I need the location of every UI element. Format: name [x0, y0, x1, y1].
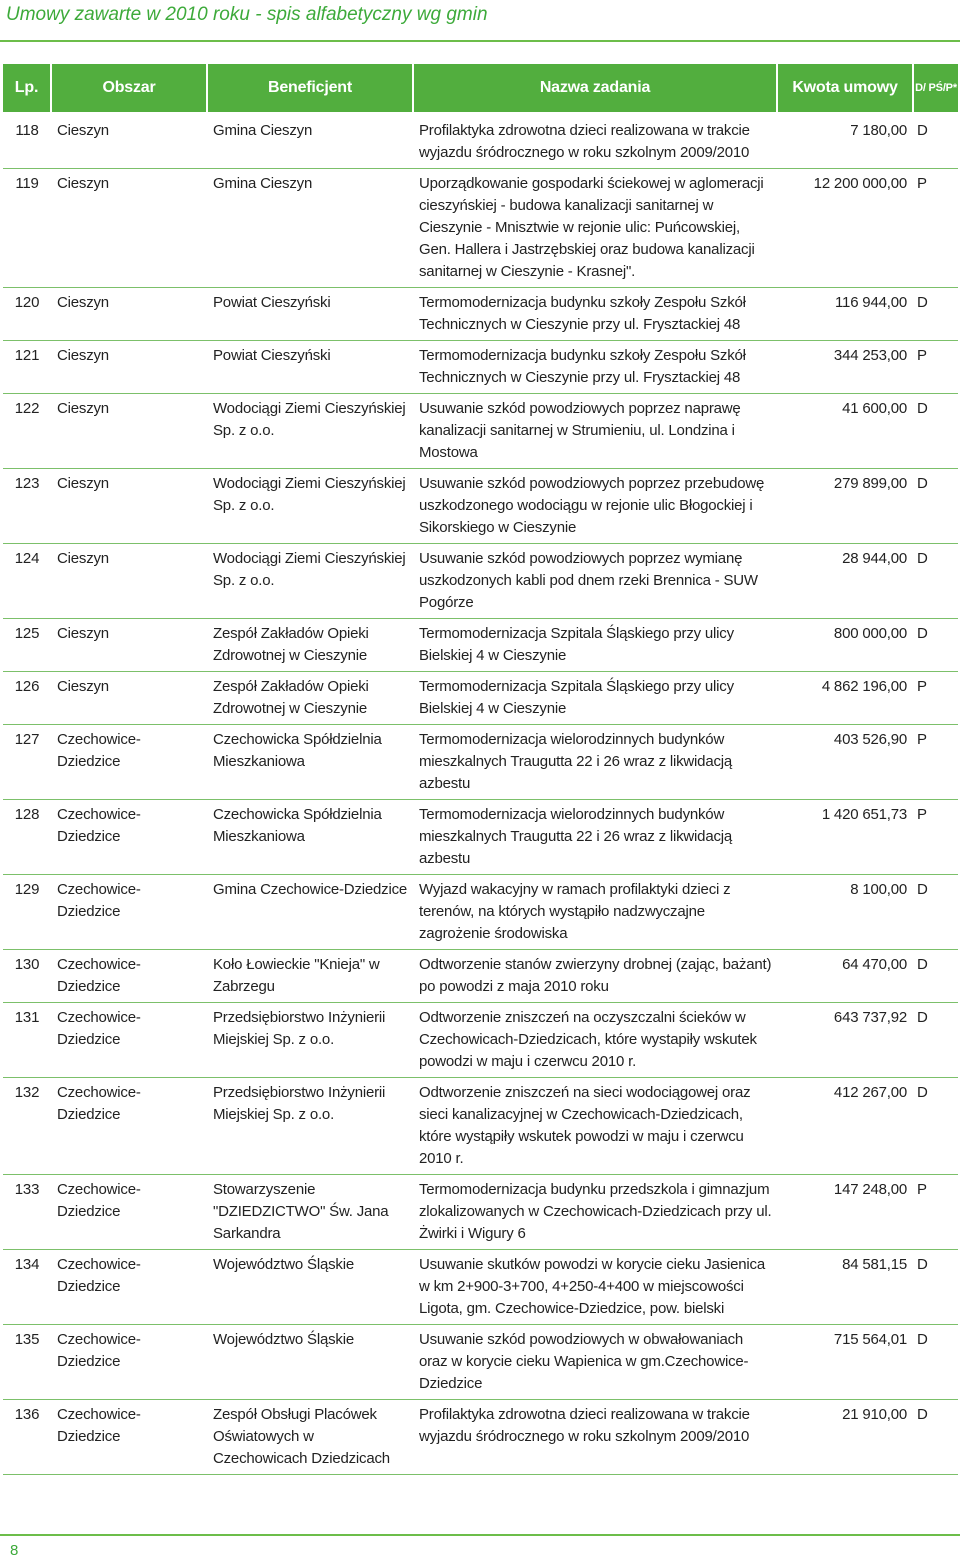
- table-row: [3, 1400, 958, 1475]
- cell-type: D: [913, 619, 958, 672]
- cell-type: P: [913, 672, 958, 725]
- header-beneficjent: Beneficjent: [207, 64, 413, 112]
- cell-type: D: [913, 469, 958, 544]
- cell-type: D: [913, 1250, 958, 1325]
- table-row: [3, 875, 958, 950]
- cell-kwota-umowy: 800 000,00: [777, 619, 913, 672]
- header-type: D/ PŚ/P*: [913, 64, 958, 112]
- cell-lp: 130: [3, 950, 51, 1003]
- cell-kwota-umowy: 279 899,00: [777, 469, 913, 544]
- cell-nazwa-zadania: Termomodernizacja Szpitala Śląskiego przy ulicy Bielskiej 4 w Cieszynie: [413, 619, 777, 672]
- cell-obszar: Czechowice-Dziedzice: [51, 1175, 207, 1250]
- cell-lp: 129: [3, 875, 51, 950]
- cell-kwota-umowy: 147 248,00: [777, 1175, 913, 1250]
- cell-lp: 133: [3, 1175, 51, 1250]
- table-row: [3, 341, 958, 394]
- cell-lp: 136: [3, 1400, 51, 1475]
- cell-lp: 120: [3, 288, 51, 341]
- cell-beneficjent: Gmina Cieszyn: [207, 112, 413, 169]
- cell-obszar: Cieszyn: [51, 672, 207, 725]
- table-row: [3, 800, 958, 875]
- header-lp: Lp.: [3, 64, 51, 112]
- cell-obszar: Cieszyn: [51, 544, 207, 619]
- table-row: [3, 1325, 958, 1400]
- table-row: [3, 544, 958, 619]
- cell-beneficjent: Gmina Cieszyn: [207, 169, 413, 288]
- cell-type: D: [913, 875, 958, 950]
- table-row: [3, 725, 958, 800]
- cell-type: P: [913, 1175, 958, 1250]
- cell-nazwa-zadania: Odtworzenie stanów zwierzyny drobnej (zając, bażant) po powodzi z maja 2010 roku: [413, 950, 777, 1003]
- header-kwota-umowy: Kwota umowy: [777, 64, 913, 112]
- cell-lp: 125: [3, 619, 51, 672]
- cell-type: D: [913, 950, 958, 1003]
- cell-kwota-umowy: 4 862 196,00: [777, 672, 913, 725]
- cell-kwota-umowy: 7 180,00: [777, 112, 913, 169]
- table-row: [3, 672, 958, 725]
- cell-kwota-umowy: 12 200 000,00: [777, 169, 913, 288]
- table-row: [3, 112, 958, 169]
- cell-kwota-umowy: 84 581,15: [777, 1250, 913, 1325]
- cell-kwota-umowy: 41 600,00: [777, 394, 913, 469]
- cell-kwota-umowy: 116 944,00: [777, 288, 913, 341]
- cell-obszar: Cieszyn: [51, 619, 207, 672]
- cell-beneficjent: Powiat Cieszyński: [207, 288, 413, 341]
- cell-kwota-umowy: 344 253,00: [777, 341, 913, 394]
- cell-beneficjent: Zespół Zakładów Opieki Zdrowotnej w Cieszynie: [207, 619, 413, 672]
- cell-beneficjent: Czechowicka Spółdzielnia Mieszkaniowa: [207, 800, 413, 875]
- cell-lp: 124: [3, 544, 51, 619]
- table-row: [3, 1078, 958, 1175]
- cell-nazwa-zadania: Usuwanie szkód powodziowych w obwałowaniach oraz w korycie cieku Wapienica w gm.Czechowice-Dziedzice: [413, 1325, 777, 1400]
- cell-type: D: [913, 1400, 958, 1475]
- cell-obszar: Cieszyn: [51, 112, 207, 169]
- cell-kwota-umowy: 643 737,92: [777, 1003, 913, 1078]
- cell-beneficjent: Zespół Obsługi Placówek Oświatowych w Czechowicach Dziedzicach: [207, 1400, 413, 1475]
- cell-obszar: Czechowice-Dziedzice: [51, 875, 207, 950]
- cell-kwota-umowy: 412 267,00: [777, 1078, 913, 1175]
- table-row: [3, 169, 958, 288]
- cell-lp: 131: [3, 1003, 51, 1078]
- table-row: [3, 1250, 958, 1325]
- cell-beneficjent: Wodociągi Ziemi Cieszyńskiej Sp. z o.o.: [207, 469, 413, 544]
- cell-nazwa-zadania: Termomodernizacja budynku przedszkola i gimnazjum zlokalizowanych w Czechowicach-Dziedzicach przy ul. Żwirki i Wigury 6: [413, 1175, 777, 1250]
- cell-type: D: [913, 544, 958, 619]
- cell-kwota-umowy: 715 564,01: [777, 1325, 913, 1400]
- header-nazwa-zadania: Nazwa zadania: [413, 64, 777, 112]
- cell-beneficjent: Przedsiębiorstwo Inżynierii Miejskiej Sp. z o.o.: [207, 1003, 413, 1078]
- cell-beneficjent: Wodociągi Ziemi Cieszyńskiej Sp. z o.o.: [207, 394, 413, 469]
- page-number: 8: [10, 1542, 19, 1559]
- cell-nazwa-zadania: Usuwanie szkód powodziowych poprzez przebudowę uszkodzonego wodociągu w rejonie ulic Błogockiej i Sikorskiego w Cieszynie: [413, 469, 777, 544]
- cell-lp: 127: [3, 725, 51, 800]
- cell-nazwa-zadania: Uporządkowanie gospodarki ściekowej w aglomeracji cieszyńskiej - budowa kanalizacji sanitarnej w Cieszynie - Mnisztwie w rejonie ulic: Puńcowskiej, Gen. Hallera i Jastrzębskiej oraz budowa kanalizacji sanitarnej w Cieszynie - Krasnej".: [413, 169, 777, 288]
- cell-type: D: [913, 1325, 958, 1400]
- title-divider: [0, 40, 960, 42]
- cell-type: D: [913, 1003, 958, 1078]
- table-row: [3, 469, 958, 544]
- cell-type: P: [913, 800, 958, 875]
- cell-obszar: Czechowice-Dziedzice: [51, 1078, 207, 1175]
- cell-type: P: [913, 341, 958, 394]
- cell-lp: 128: [3, 800, 51, 875]
- table-row: [3, 1003, 958, 1078]
- cell-obszar: Czechowice-Dziedzice: [51, 1003, 207, 1078]
- cell-obszar: Cieszyn: [51, 169, 207, 288]
- cell-kwota-umowy: 21 910,00: [777, 1400, 913, 1475]
- cell-kwota-umowy: 8 100,00: [777, 875, 913, 950]
- cell-obszar: Cieszyn: [51, 341, 207, 394]
- cell-lp: 123: [3, 469, 51, 544]
- cell-type: D: [913, 112, 958, 169]
- cell-obszar: Cieszyn: [51, 394, 207, 469]
- cell-nazwa-zadania: Termomodernizacja budynku szkoły Zespołu Szkół Technicznych w Cieszynie przy ul. Frysztackiej 48: [413, 341, 777, 394]
- cell-nazwa-zadania: Profilaktyka zdrowotna dzieci realizowana w trakcie wyjazdu śródrocznego w roku szkolnym 2009/2010: [413, 1400, 777, 1475]
- cell-type: D: [913, 288, 958, 341]
- cell-lp: 134: [3, 1250, 51, 1325]
- table-row: [3, 619, 958, 672]
- table-body: [3, 112, 958, 1475]
- cell-nazwa-zadania: Usuwanie szkód powodziowych poprzez wymianę uszkodzonych kabli pod dnem rzeki Brennica - SUW Pogórze: [413, 544, 777, 619]
- cell-obszar: Czechowice-Dziedzice: [51, 725, 207, 800]
- cell-type: P: [913, 169, 958, 288]
- cell-beneficjent: Zespół Zakładów Opieki Zdrowotnej w Cieszynie: [207, 672, 413, 725]
- cell-beneficjent: Województwo Śląskie: [207, 1325, 413, 1400]
- contracts-table: [3, 64, 958, 1475]
- cell-lp: 119: [3, 169, 51, 288]
- cell-nazwa-zadania: Odtworzenie zniszczeń na oczyszczalni ścieków w Czechowicach-Dziedzicach, które wystapiły wskutek powodzi w maju i czerwcu 2010 r.: [413, 1003, 777, 1078]
- cell-type: D: [913, 1078, 958, 1175]
- cell-obszar: Czechowice-Dziedzice: [51, 1325, 207, 1400]
- cell-beneficjent: Czechowicka Spółdzielnia Mieszkaniowa: [207, 725, 413, 800]
- cell-kwota-umowy: 28 944,00: [777, 544, 913, 619]
- cell-lp: 122: [3, 394, 51, 469]
- cell-beneficjent: Koło Łowieckie "Knieja" w Zabrzegu: [207, 950, 413, 1003]
- cell-obszar: Czechowice-Dziedzice: [51, 1250, 207, 1325]
- cell-type: D: [913, 394, 958, 469]
- header-obszar: Obszar: [51, 64, 207, 112]
- cell-nazwa-zadania: Termomodernizacja budynku szkoły Zespołu Szkół Technicznych w Cieszynie przy ul. Frysztackiej 48: [413, 288, 777, 341]
- page-title: Umowy zawarte w 2010 roku - spis alfabetyczny wg gmin: [6, 4, 488, 25]
- cell-type: P: [913, 725, 958, 800]
- cell-beneficjent: Powiat Cieszyński: [207, 341, 413, 394]
- table-row: [3, 1175, 958, 1250]
- cell-nazwa-zadania: Usuwanie szkód powodziowych poprzez naprawę kanalizacji sanitarnej w Strumieniu, ul. Londzina i Mostowa: [413, 394, 777, 469]
- cell-beneficjent: Stowarzyszenie "DZIEDZICTWO" Św. Jana Sarkandra: [207, 1175, 413, 1250]
- cell-nazwa-zadania: Usuwanie skutków powodzi w korycie cieku Jasienica w km 2+900-3+700, 4+250-4+400 w miejscowości Ligota, gm. Czechowice-Dziedzice, pow. bielski: [413, 1250, 777, 1325]
- cell-nazwa-zadania: Termomodernizacja Szpitala Śląskiego przy ulicy Bielskiej 4 w Cieszynie: [413, 672, 777, 725]
- cell-kwota-umowy: 64 470,00: [777, 950, 913, 1003]
- cell-obszar: Czechowice-Dziedzice: [51, 800, 207, 875]
- cell-obszar: Cieszyn: [51, 469, 207, 544]
- table-header-row: [3, 64, 958, 112]
- cell-beneficjent: Województwo Śląskie: [207, 1250, 413, 1325]
- cell-kwota-umowy: 403 526,90: [777, 725, 913, 800]
- cell-nazwa-zadania: Profilaktyka zdrowotna dzieci realizowana w trakcie wyjazdu śródrocznego w roku szkolnym 2009/2010: [413, 112, 777, 169]
- footer-divider: [0, 1534, 960, 1536]
- cell-lp: 126: [3, 672, 51, 725]
- cell-beneficjent: Gmina Czechowice-Dziedzice: [207, 875, 413, 950]
- cell-lp: 132: [3, 1078, 51, 1175]
- table-row: [3, 394, 958, 469]
- cell-lp: 135: [3, 1325, 51, 1400]
- cell-lp: 118: [3, 112, 51, 169]
- cell-nazwa-zadania: Termomodernizacja wielorodzinnych budynków mieszkalnych Traugutta 22 i 26 wraz z likwidacją azbestu: [413, 800, 777, 875]
- cell-obszar: Czechowice-Dziedzice: [51, 1400, 207, 1475]
- cell-obszar: Cieszyn: [51, 288, 207, 341]
- cell-lp: 121: [3, 341, 51, 394]
- cell-nazwa-zadania: Odtworzenie zniszczeń na sieci wodociągowej oraz sieci kanalizacyjnej w Czechowicach-Dziedzicach, które wystąpiły wskutek powodzi w maju i czerwcu 2010 r.: [413, 1078, 777, 1175]
- table-row: [3, 288, 958, 341]
- cell-beneficjent: Przedsiębiorstwo Inżynierii Miejskiej Sp. z o.o.: [207, 1078, 413, 1175]
- table-row: [3, 950, 958, 1003]
- cell-nazwa-zadania: Termomodernizacja wielorodzinnych budynków mieszkalnych Traugutta 22 i 26 wraz z likwidacją azbestu: [413, 725, 777, 800]
- cell-obszar: Czechowice-Dziedzice: [51, 950, 207, 1003]
- cell-beneficjent: Wodociągi Ziemi Cieszyńskiej Sp. z o.o.: [207, 544, 413, 619]
- cell-kwota-umowy: 1 420 651,73: [777, 800, 913, 875]
- cell-nazwa-zadania: Wyjazd wakacyjny w ramach profilaktyki dzieci z terenów, na których wystąpiło nadzwyczajne zagrożenie środowiska: [413, 875, 777, 950]
